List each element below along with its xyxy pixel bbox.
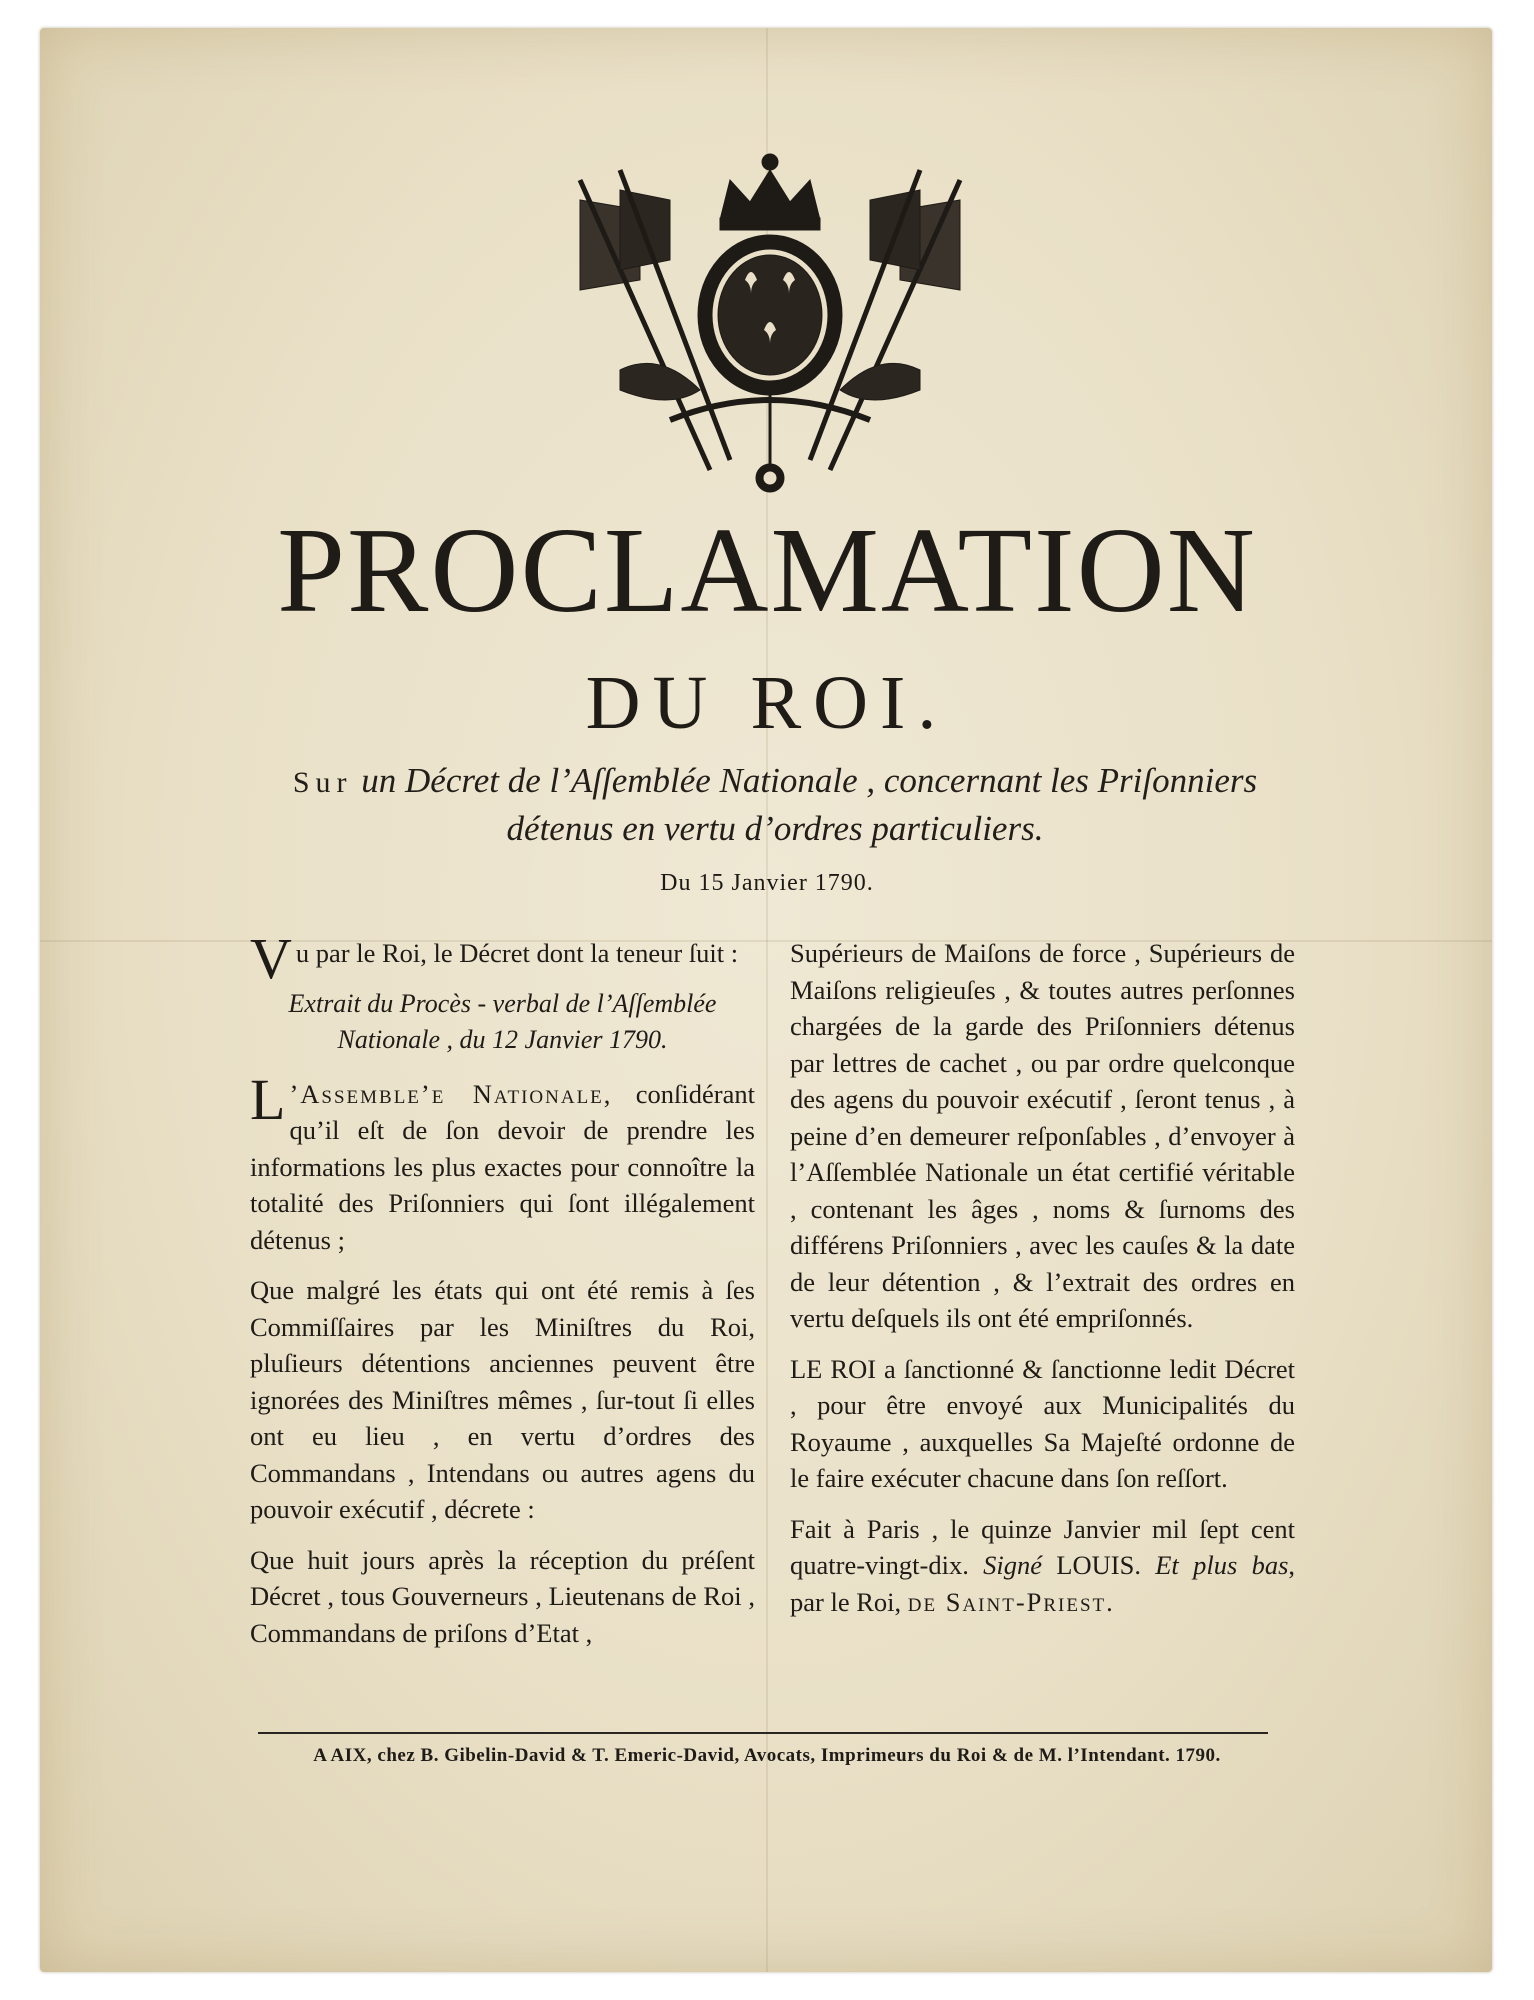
paragraph bbox=[250, 1066, 755, 1259]
paragraph: LE ROI a ſanctionné & ſanctionne ledit Décret , pour être envoyé aux Municipalités du Royaume , auxquelles Sa Majeſté ordonne de le faire exécuter chacune dans ſon reſſort. bbox=[790, 1353, 1295, 1493]
page-title: PROCLAMATION bbox=[277, 503, 1257, 638]
right-column bbox=[790, 935, 1295, 1634]
paragraph-text: Fait à Paris , le quinze Janvier mil ſept cent quatre-vingt-dix. bbox=[790, 1513, 1295, 1580]
king-signature: LOUIS. bbox=[1056, 1550, 1141, 1580]
signature-paragraph bbox=[790, 1511, 1295, 1621]
par-le-roi: , par le Roi, bbox=[790, 1550, 1296, 1617]
left-column bbox=[250, 926, 755, 1665]
assembly-name: ’Assemble’e Nationale bbox=[289, 1078, 604, 1109]
paragraph: Que huit jours après la réception du préſent Décret , tous Gouverneurs , Lieutenans de Roi , Commandans de priſons d’Etat , bbox=[250, 1544, 755, 1648]
dropcap: V bbox=[250, 926, 292, 991]
paragraph: Supérieurs de Maiſons de force , Supérieurs de Maiſons religieuſes , & toutes autres perſonnes chargées de la garde des Priſonniers détenus par lettres de cachet , ou par ordre quelconque des agens du pouvoir exécutif , ſeront tenus , à peine d’en demeurer reſponſables , d’envoyer à l’Aſſemblée Nationale un état certifié véritable , contenant les âges , noms & ſurnoms des différens Priſonniers , avec les cauſes & la date de leur détention , & l’extrait des ordres en vertu deſquels ils ont été empriſonnés. bbox=[790, 938, 1295, 1333]
royal-coat-of-arms-icon bbox=[560, 140, 980, 510]
page-subtitle: DU ROI. bbox=[585, 661, 949, 745]
paragraph-text: , conſidérant qu’il eſt de ſon devoir de prendre les informations les plus exactes pour connoître la totalité des Priſonniers qui ſont illégalement détenus ; bbox=[250, 1078, 755, 1255]
extract-heading: Extrait du Procès - verbal de l’Aſſemblée Nationale , du 12 Janvier 1790. bbox=[288, 988, 717, 1054]
paragraph: Que malgré les états qui ont été remis à ſes Commiſſaires par les Miniſtres du Roi, pluſieurs détentions anciennes peuvent être ignorées des Miniſtres mêmes , ſur-tout ſi elles ont eu lieu , en vertu d’ordres des Commandans , Intendans ou autres agens du pouvoir exécutif , décrete : bbox=[250, 1275, 755, 1524]
dropcap: L bbox=[250, 1066, 286, 1132]
printer-imprint: A AIX, chez B. Gibelin-David & T. Emeric-David, Avocats, Imprimeurs du Roi & de M. l’Intendant. 1790. bbox=[313, 1745, 1221, 1766]
footer-rule bbox=[258, 1732, 1268, 1734]
decree-heading bbox=[250, 758, 1300, 852]
decree-date: Du 15 Janvier 1790. bbox=[660, 870, 874, 896]
intro-text: u par le Roi, le Décret dont la teneur ſuit : bbox=[295, 938, 739, 968]
et-plus-bas: Et plus bas bbox=[1155, 1550, 1289, 1580]
minister-signature: de Saint-Priest. bbox=[907, 1586, 1115, 1617]
decree-text: un Décret de l’Aſſemblée Nationale , concernant les Priſonniers détenus en vertu d’ordres particuliers. bbox=[361, 761, 1258, 848]
intro-paragraph bbox=[250, 926, 755, 991]
signe-label: Signé bbox=[983, 1550, 1042, 1580]
decree-lead: Sur bbox=[292, 766, 353, 799]
